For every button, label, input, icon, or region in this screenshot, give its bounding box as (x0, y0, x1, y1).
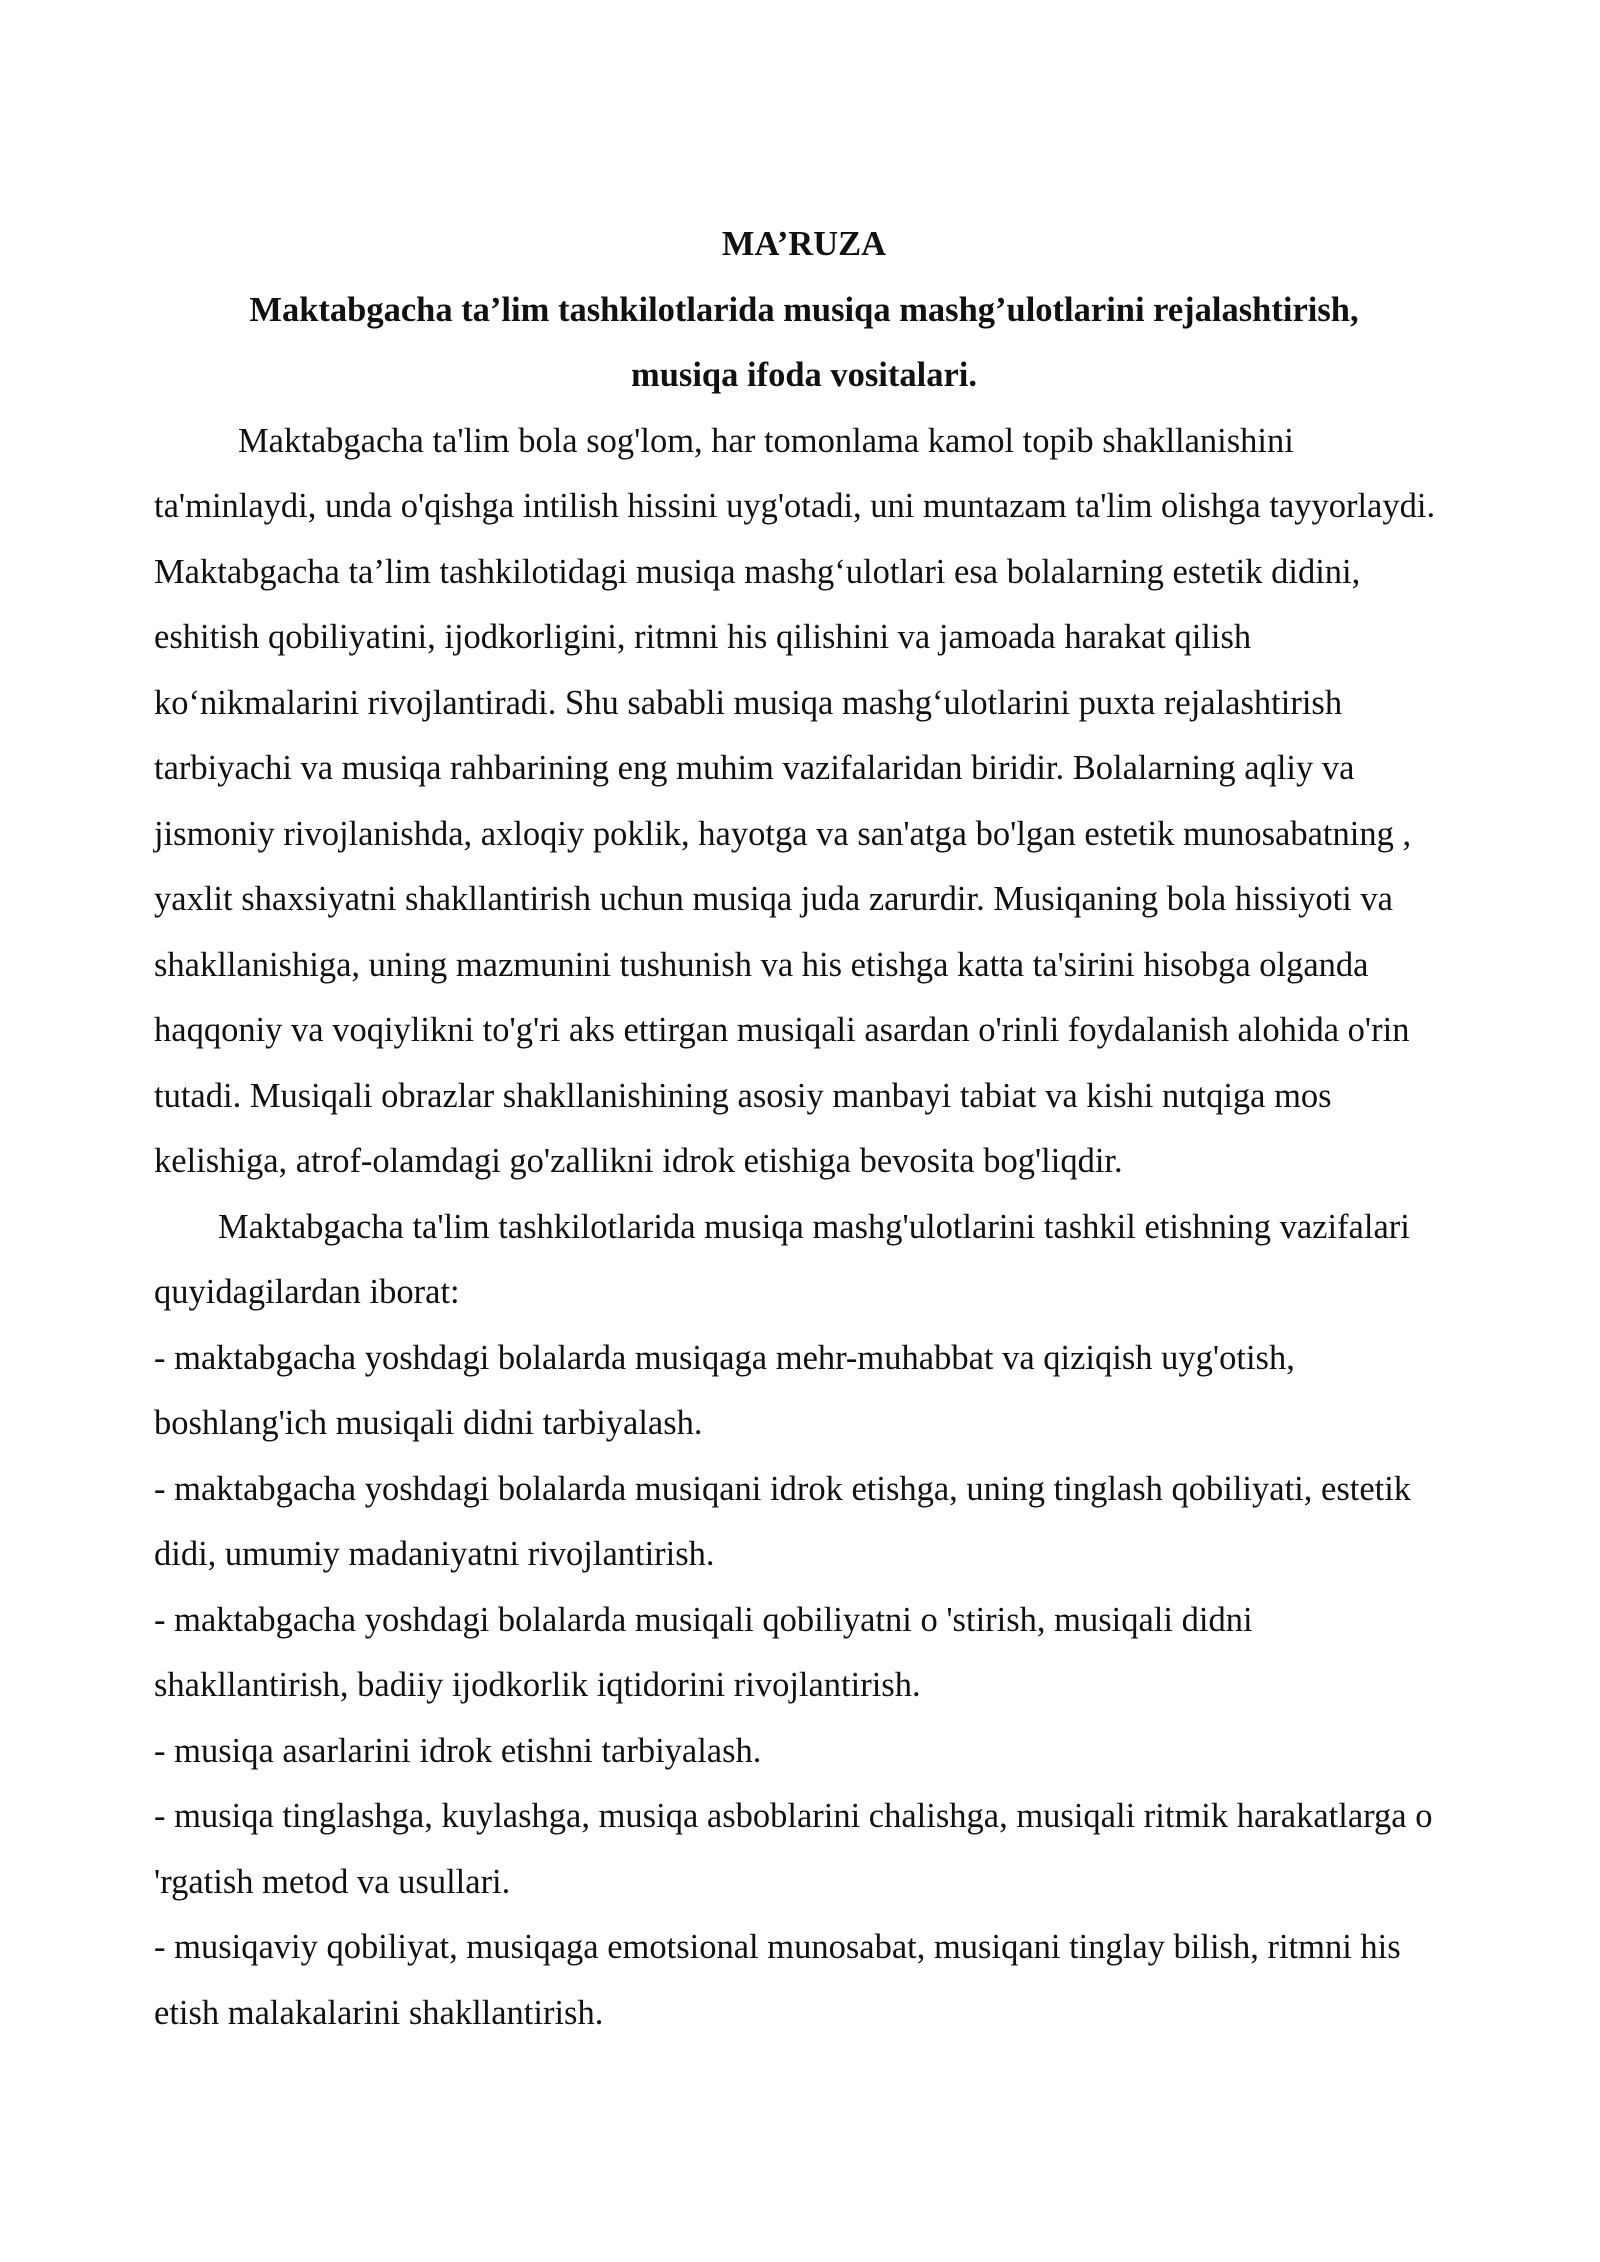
list-item: - musiqa asarlarini idrok etishni tarbiyalash. (154, 1731, 762, 1770)
document-title: MA’RUZA (721, 225, 887, 263)
list-item: - maktabgacha yoshdagi bolalarda musiqani idrok etishga, uning tinglash qobiliyati, estetik didi, umumiy madaniyatni rivojlantirish. (154, 1469, 1412, 1573)
body-paragraph-intro: Maktabgacha ta'lim bola sog'lom, har tomonlama kamol topib shakllanishini ta'minlaydi, unda o'qishga intilish hissini uyg'otadi, uni muntazam ta'lim olishga tayyorlaydi. Maktabgacha ta’lim tashkilotidagi musiqa mashg‘ulotlari esa bolalarning estetik didini, eshitish qobiliyatini, ijodkorligini, ritmni his qilishini va jamoada harakat qilish ko‘nikmalarini rivojlantiradi. Shu sababli musiqa mashg‘ulotlarini puxta rejalashtirish tarbiyachi va musiqa rahbarining eng muhim vazifalaridan biridir. Bolalarning aqliy va jismoniy rivojlanishda, axloqiy poklik, hayotga va san'atga bo'lgan estetik munosabatning , yaxlit shaxsiyatni shakllantirish uchun musiqa juda zarurdir. Musiqaning bola hissiyoti va shakllanishiga, uning mazmunini tushunish va his etishga katta ta'sirini hisobga olganda haqqoniy va voqiylikni to'g'ri aks ettirgan musiqali asardan o'rinli foydalanish alohida o'rin tutadi. Musiqali obrazlar shakllanishining asosiy manbayi tabiat va kishi nutqiga mos kelishiga, atrof-olamdagi go'zallikni idrok etishiga bevosita bog'liqdir. (154, 421, 1436, 1180)
document-page (154, 212, 1454, 2046)
list-item: - maktabgacha yoshdagi bolalarda musiqaga mehr-muhabbat va qiziqish uyg'otish, boshlang'ich musiqali didni tarbiyalash. (154, 1338, 1295, 1442)
list-item: - musiqa tinglashga, kuylashga, musiqa asboblarini chalishga, musiqali ritmik harakatlarga o 'rgatish metod va usullari. (154, 1797, 1433, 1901)
document-subtitle: Maktabgacha ta’lim tashkilotlarida musiqa mashg’ulotlarini rejalashtirish, musiqa ifoda vositalari. (249, 290, 1359, 394)
list-item: - maktabgacha yoshdagi bolalarda musiqali qobiliyatni o 'stirish, musiqali didni shakllantirish, badiiy ijodkorlik iqtidorini rivojlantirish. (154, 1600, 1253, 1704)
list-item: - musiqaviy qobiliyat, musiqaga emotsional munosabat, musiqani tinglay bilish, ritmni his etish malakalarini shakllantirish. (154, 1928, 1401, 2032)
body-paragraph-tasks: Maktabgacha ta'lim tashkilotlarida musiqa mashg'ulotlarini tashkil etishning vazifalari quyidagilardan iborat: (154, 1207, 1410, 1311)
tasks-list (154, 1326, 1454, 2047)
